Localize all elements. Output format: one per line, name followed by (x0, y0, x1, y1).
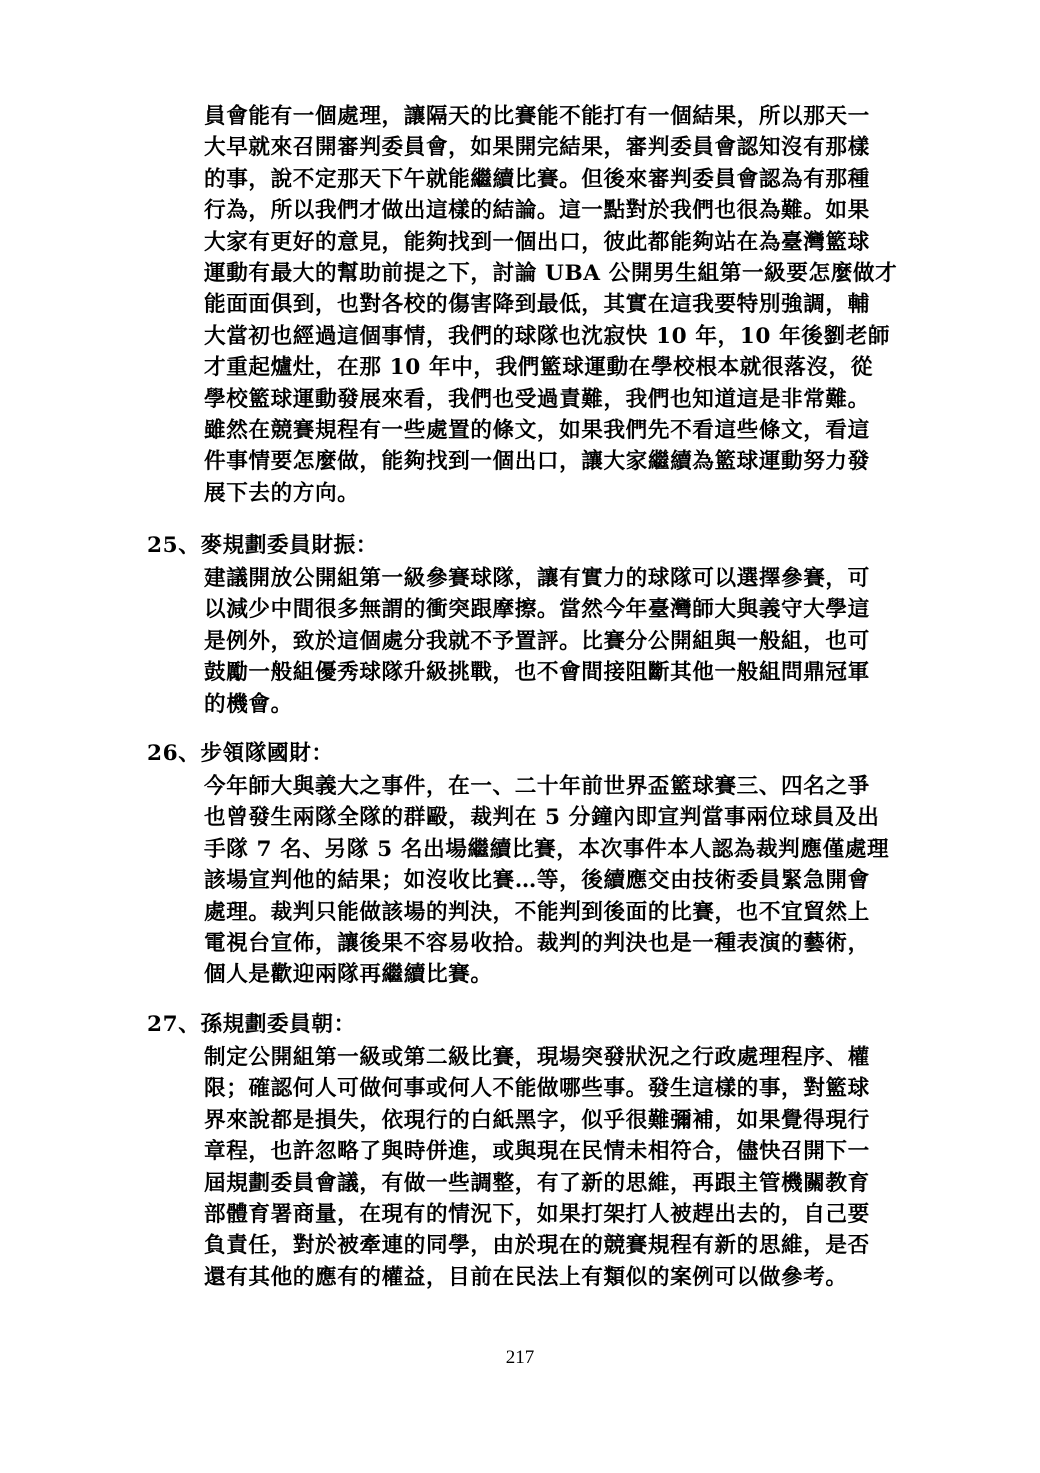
paragraph-line: 雖然在競賽規程有一些處置的條文，如果我們先不看這些條文，看這 (204, 418, 870, 444)
statement-paragraph-27 (204, 1042, 944, 1293)
paragraph-line: 能面面俱到，也對各校的傷害降到最低，其實在這我要特別強調，輔 (204, 292, 870, 318)
page-number: 217 (505, 1347, 535, 1368)
paragraph-line: 件事情要怎麼做，能夠找到一個出口，讓大家繼續為籃球運動努力發 (204, 449, 870, 475)
paragraph-line: 的事，說不定那天下午就能繼續比賽。但後來審判委員會認為有那種 (204, 166, 870, 192)
paragraph-line: 處理。裁判只能做該場的判決，不能判到後面的比賽，也不宜貿然上 (204, 899, 870, 925)
speaker-heading-27: 27、孫規劃委員朝： (147, 1012, 356, 1037)
paragraph-line: 還有其他的應有的權益，目前在民法上有類似的案例可以做參考。 (204, 1264, 848, 1290)
paragraph-line: 運動有最大的幫助前提之下，討論 UBA 公開男生組第一級要怎麼做才 (204, 261, 898, 287)
speaker-heading-25: 25、麥規劃委員財振： (147, 533, 378, 558)
paragraph-line: 大早就來召開審判委員會，如果開完結果，審判委員會認知沒有那樣 (204, 135, 870, 161)
paragraph-line: 章程，也許忽略了與時併進，或與現在民情未相符合，儘快召開下一 (204, 1139, 870, 1165)
paragraph-line: 學校籃球運動發展來看，我們也受過責難，我們也知道這是非常難。 (204, 386, 870, 412)
paragraph-line: 限；確認何人可做何事或何人不能做哪些事。發生這樣的事，對籃球 (204, 1076, 870, 1102)
paragraph-line: 界來說都是損失，依現行的白紙黑字，似乎很難彌補，如果覺得現行 (204, 1107, 870, 1133)
paragraph-line: 大家有更好的意見，能夠找到一個出口，彼此都能夠站在為臺灣籃球 (204, 229, 870, 255)
paragraph-line: 建議開放公開組第一級參賽球隊，讓有實力的球隊可以選擇參賽，可 (204, 566, 870, 591)
paragraph-line: 展下去的方向。 (204, 480, 360, 506)
statement-paragraph-26 (204, 771, 944, 991)
paragraph-line: 員會能有一個處理，讓隔天的比賽能不能打有一個結果，所以那天一 (204, 104, 870, 129)
paragraph-line: 才重起爐灶，在那 10 年中，我們籃球運動在學校根本就很落沒，從 (204, 355, 873, 381)
paragraph-line: 手隊 7 名、另隊 5 名出場繼續比賽，本次事件本人認為裁判應僅處理 (204, 836, 890, 862)
paragraph-line: 負責任，對於被牽連的同學，由於現在的競賽規程有新的思維，是否 (204, 1233, 870, 1259)
paragraph-line: 制定公開組第一級或第二級比賽，現場突發狀況之行政處理程序、權 (204, 1045, 870, 1070)
speaker-heading-26: 26、步領隊國財： (147, 741, 334, 766)
paragraph-line: 個人是歡迎兩隊再繼續比賽。 (204, 962, 493, 988)
paragraph-line: 是例外，致於這個處分我就不予置評。比賽分公開組與一般組，也可 (204, 628, 870, 654)
paragraph-line: 該場宣判他的結果；如沒收比賽…等，後續應交由技術委員緊急開會 (204, 868, 870, 894)
paragraph-line: 的機會。 (204, 691, 293, 717)
paragraph-line: 以減少中間很多無謂的衝突跟摩擦。當然今年臺灣師大與義守大學這 (204, 597, 870, 623)
paragraph-line: 大當初也經過這個事情，我們的球隊也沈寂快 10 年，10 年後劉老師 (204, 323, 891, 349)
continuation-paragraph (204, 101, 944, 509)
paragraph-line: 鼓勵一般組優秀球隊升級挑戰，也不會間接阻斷其他一般組問鼎冠軍 (204, 660, 870, 686)
paragraph-line: 屆規劃委員會議，有做一些調整，有了新的思維，再跟主管機關教育 (204, 1170, 870, 1196)
statement-paragraph-25 (204, 563, 944, 720)
paragraph-line: 電視台宣佈，讓後果不容易收拾。裁判的判決也是一種表演的藝術， (204, 931, 870, 957)
paragraph-line: 部體育署商量，在現有的情況下，如果打架打人被趕出去的，自己要 (204, 1202, 870, 1228)
paragraph-line: 也曾發生兩隊全隊的群毆，裁判在 5 分鐘內即宣判當事兩位球員及出 (204, 805, 880, 831)
paragraph-line: 行為，所以我們才做出這樣的結論。這一點對於我們也很為難。如果 (204, 198, 870, 224)
paragraph-line: 今年師大與義大之事件，在一、二十年前世界盃籃球賽三、四名之爭 (204, 774, 870, 799)
